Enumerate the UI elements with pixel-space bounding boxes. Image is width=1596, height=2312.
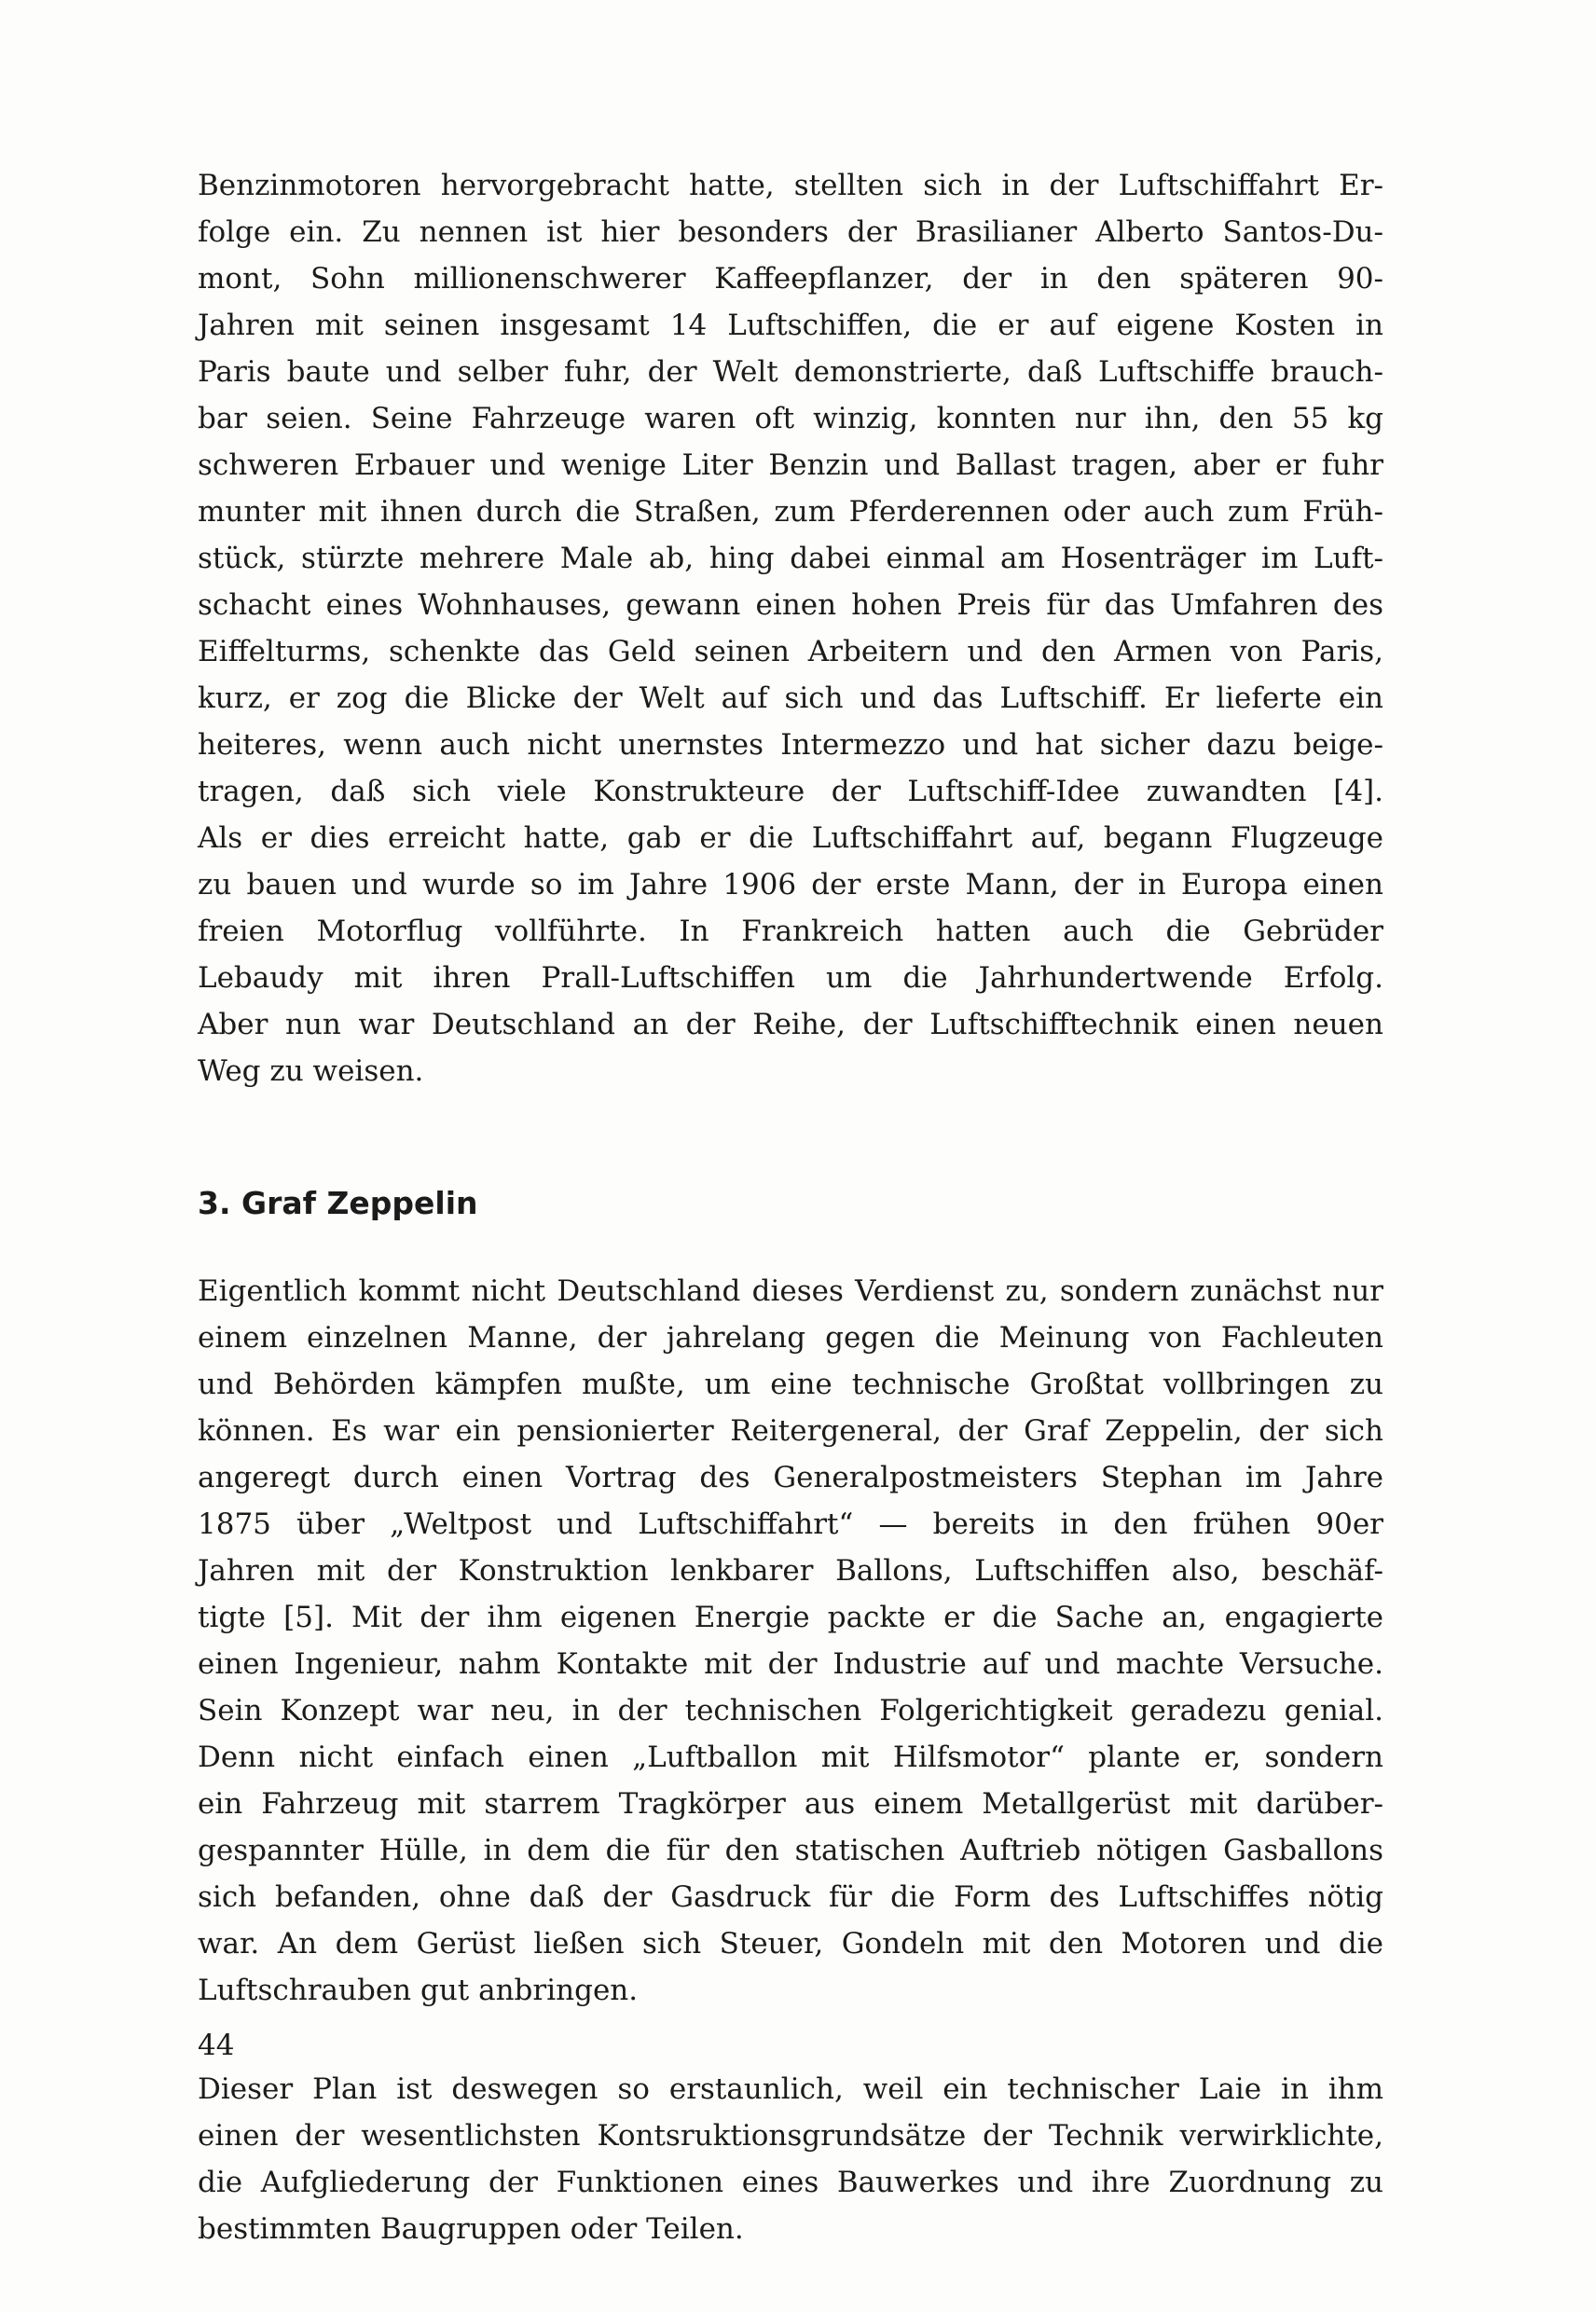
text-line: Sein Konzept war neu, in der technischen Folgerichtigkeit geradezu genial. xyxy=(198,1694,1383,1727)
page-body xyxy=(198,162,1383,2252)
paragraph-1 xyxy=(198,162,1383,1094)
text-line: Als er dies erreicht hatte, gab er die Luftschiffahrt auf, begann Flugzeuge xyxy=(198,821,1383,855)
text-line: tragen, daß sich viele Konstrukteure der Luftschiff-Idee zuwandten [4]. xyxy=(198,775,1383,808)
text-line: ein Fahrzeug mit starrem Tragkörper aus einem Metallgerüst mit darüber- xyxy=(198,1787,1383,1821)
text-line: zu bauen und wurde so im Jahre 1906 der erste Mann, der in Europa einen xyxy=(198,868,1383,901)
text-line: Paris baute und selber fuhr, der Welt demonstrierte, daß Luftschiffe brauch- xyxy=(198,355,1383,389)
text-line: bar seien. Seine Fahrzeuge waren oft winzig, konnten nur ihn, den 55 kg xyxy=(198,402,1383,435)
text-line: 1875 über „Weltpost und Luftschiffahrt“ — bereits in den frühen 90er xyxy=(198,1507,1383,1541)
text-line: Eiffelturms, schenkte das Geld seinen Arbeitern und den Armen von Paris, xyxy=(198,635,1383,668)
text-line: war. An dem Gerüst ließen sich Steuer, Gondeln mit den Motoren und die xyxy=(198,1927,1383,1961)
text-line: Jahren mit der Konstruktion lenkbarer Ballons, Luftschiffen also, beschäf- xyxy=(198,1554,1383,1588)
text-line: Eigentlich kommt nicht Deutschland dieses Verdienst zu, sondern zunächst nur xyxy=(198,1274,1383,1308)
paragraph-3 xyxy=(198,2066,1383,2252)
text-line: Lebaudy mit ihren Prall-Luftschiffen um die Jahrhundertwende Erfolg. xyxy=(198,961,1383,995)
text-line: schweren Erbauer und wenige Liter Benzin und Ballast tragen, aber er fuhr xyxy=(198,448,1383,482)
text-line: schacht eines Wohnhauses, gewann einen hohen Preis für das Umfahren des xyxy=(198,588,1383,622)
text-line: kurz, er zog die Blicke der Welt auf sich und das Luftschiff. Er lieferte ein xyxy=(198,681,1383,715)
text-line: Benzinmotoren hervorgebracht hatte, stellten sich in der Luftschiffahrt Er- xyxy=(198,169,1383,202)
text-line: tigte [5]. Mit der ihm eigenen Energie packte er die Sache an, engagierte xyxy=(198,1601,1383,1634)
text-line: einem einzelnen Manne, der jahrelang gegen die Meinung von Fachleuten xyxy=(198,1321,1383,1355)
text-line: mont, Sohn millionenschwerer Kaffeepflanzer, der in den späteren 90- xyxy=(198,262,1383,296)
text-line: stück, stürzte mehrere Male ab, hing dabei einmal am Hosenträger im Luft- xyxy=(198,542,1383,575)
text-line: bestimmten Baugruppen oder Teilen. xyxy=(198,2212,744,2246)
text-line: einen der wesentlichsten Kontsruktionsgrundsätze der Technik verwirklichte, xyxy=(198,2119,1383,2153)
text-line: heiteres, wenn auch nicht unernstes Intermezzo und hat sicher dazu beige- xyxy=(198,728,1383,762)
text-line: gespannter Hülle, in dem die für den statischen Auftrieb nötigen Gasballons xyxy=(198,1834,1383,1867)
text-line: können. Es war ein pensionierter Reitergeneral, der Graf Zeppelin, der sich xyxy=(198,1414,1383,1448)
text-line: einen Ingenieur, nahm Kontakte mit der Industrie auf und machte Versuche. xyxy=(198,1647,1383,1681)
text-line: Dieser Plan ist deswegen so erstaunlich, weil ein technischer Laie in ihm xyxy=(198,2072,1383,2106)
text-line: Weg zu weisen. xyxy=(198,1054,424,1088)
text-line: und Behörden kämpfen mußte, um eine technische Großtat vollbringen zu xyxy=(198,1368,1383,1401)
text-line: folge ein. Zu nennen ist hier besonders der Brasilianer Alberto Santos-Du- xyxy=(198,215,1383,249)
text-line: sich befanden, ohne daß der Gasdruck für die Form des Luftschiffes nötig xyxy=(198,1880,1383,1914)
text-line: Jahren mit seinen insgesamt 14 Luftschiffen, die er auf eigene Kosten in xyxy=(198,309,1383,342)
text-line: Denn nicht einfach einen „Luftballon mit Hilfsmotor“ plante er, sondern xyxy=(198,1741,1383,1774)
text-line: angeregt durch einen Vortrag des Generalpostmeisters Stephan im Jahre xyxy=(198,1461,1383,1494)
text-line: Aber nun war Deutschland an der Reihe, der Luftschifftechnik einen neuen xyxy=(198,1008,1383,1041)
text-line: munter mit ihnen durch die Straßen, zum Pferderennen oder auch zum Früh- xyxy=(198,495,1383,529)
text-line: freien Motorflug vollführte. In Frankreich hatten auch die Gebrüder xyxy=(198,915,1383,948)
paragraph-2 xyxy=(198,1268,1383,2014)
text-line: Luftschrauben gut anbringen. xyxy=(198,1974,639,2007)
section-heading: 3. Graf Zeppelin xyxy=(198,1185,478,1221)
text-line: die Aufgliederung der Funktionen eines Bauwerkes und ihre Zuordnung zu xyxy=(198,2166,1383,2199)
page-number: 44 xyxy=(198,2029,235,2062)
